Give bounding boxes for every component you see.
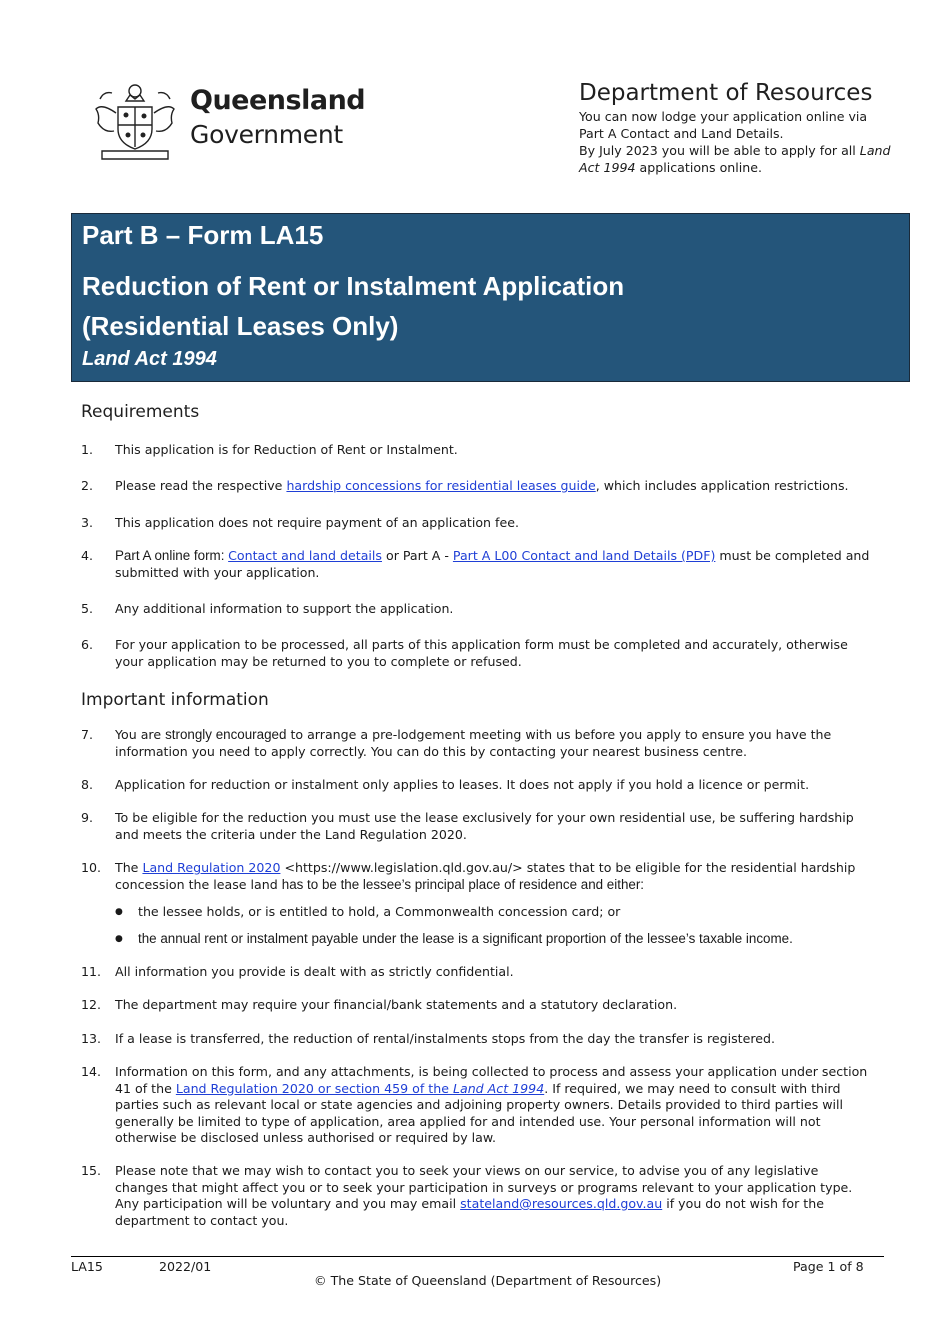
land-regulation-section-link[interactable]: Land Regulation 2020 or section 459 of the Land Act 1994 [175, 1080, 545, 1096]
list-item: 9. To be eligible for the reduction you must use the lease exclusively for your own residential use, be suffering hardship and meets the criteria under the Land Regulation 2020. [81, 810, 854, 842]
list-item: 1. This application is for Reduction of Rent or Instalment. [81, 442, 458, 457]
bullet-dot-icon: ● [115, 934, 123, 944]
list-item: 10. The Land Regulation 2020 <https://www.legislation.qld.gov.au/> states that to be eligible for the residential hardship concession the lease land has to be the lessee’s principal place of residence and either: [81, 860, 856, 892]
footer-copyright: © The State of Queensland (Department of Resources) [314, 1273, 662, 1288]
note-line: By July 2023 you will be able to apply for all Land Act 1994 applications online. [579, 143, 891, 175]
bullet-item: ● the lessee holds, or is entitled to hold, a Commonwealth concession card; or [115, 904, 621, 919]
logo-queensland-text: Queensland [190, 85, 366, 116]
form-title-line: Reduction of Rent or Instalment Application [82, 271, 625, 301]
list-item: 6. For your application to be processed, all parts of this application form must be completed and accurately, otherwise your application may be returned to you to complete or refused. [81, 637, 848, 669]
bullet-item: ● the annual rent or instalment payable under the lease is a significant proportion of the lessee’s taxable income. [115, 931, 793, 946]
department-block [579, 78, 909, 176]
list-item: 14. Information on this form, and any attachments, is being collected to process and assess your application under section 41 of the Land Regulation 2020 or section 459 of the Land Act 1994. If required, we may need to consult with third parties such as relevant local or state agencies and adjoining property owners. Details provided to third parties will generally be limited to type of application, area applied for and intended use. Your personal information will not otherwise be disclosed unless authorised or required by law. [81, 1064, 868, 1145]
note-line: You can now lodge your application online via [579, 109, 868, 124]
form-act: Land Act 1994 [82, 348, 217, 370]
footer-divider [71, 1256, 884, 1257]
land-regulation-link[interactable]: Land Regulation 2020 [142, 860, 281, 875]
logo-government-text: Government [190, 120, 343, 149]
stateland-email-link[interactable]: stateland@resources.qld.gov.au [460, 1196, 663, 1211]
coat-of-arms-icon [88, 77, 183, 165]
department-name: Department of Resources [579, 80, 873, 106]
list-item: 4. Part A online form: Contact and land details or Part A - Part A L00 Contact and land Details (PDF) must be completed and submitted with your application. [81, 548, 870, 580]
contact-land-details-link[interactable]: Contact and land details [228, 548, 382, 563]
footer-version: 2022/01 [159, 1259, 212, 1274]
list-item: 3. This application does not require payment of an application fee. [81, 515, 519, 530]
list-item: 13. If a lease is transferred, the reduction of rental/instalments stops from the day the transfer is registered. [81, 1031, 776, 1046]
list-item: 5. Any additional information to support the application. [81, 601, 454, 616]
footer-form-code: LA15 [71, 1259, 103, 1274]
part-a-pdf-link[interactable]: Part A L00 Contact and land Details (PDF) [452, 548, 716, 563]
bullet-dot-icon: ● [115, 907, 123, 917]
list-item: 12. The department may require your financial/bank statements and a statutory declaration. [81, 997, 678, 1012]
list-item: 7. You are strongly encouraged to arrange a pre-lodgement meeting with us before you apply to ensure you have the information you need to apply correctly. You can do this by contacting your nearest business centre. [81, 727, 832, 759]
online-lodgement-note [579, 108, 909, 176]
important-info-heading: Important information [81, 690, 269, 710]
note-line: Part A Contact and Land Details. [579, 126, 784, 141]
list-item: 11. All information you provide is dealt with as strictly confidential. [81, 964, 514, 979]
list-item: 2. Please read the respective hardship concessions for residential leases guide, which includes application restrictions. [81, 478, 849, 493]
requirements-heading: Requirements [81, 402, 200, 422]
form-part-label: Part B – Form LA15 [82, 220, 324, 250]
list-item: 15. Please note that we may wish to contact you to seek your views on our service, to advise you of any legislative changes that might affect you or to seek your participation in surveys or programs relevant to your application type. Any participation will be voluntary and you may email stateland@resources.qld.gov.au if you do not wish for the department to contact you. [81, 1163, 853, 1228]
queensland-government-logo [88, 77, 366, 165]
form-title-banner [71, 213, 910, 382]
list-item: 8. Application for reduction or instalment only applies to leases. It does not apply if you hold a licence or permit. [81, 777, 810, 792]
form-title-line: (Residential Leases Only) [82, 311, 399, 341]
form-title [82, 266, 899, 346]
act-name: Land Act 1994 [579, 143, 891, 175]
hardship-guide-link[interactable]: hardship concessions for residential leases guide [286, 478, 596, 493]
footer-page-number: Page 1 of 8 [793, 1259, 864, 1274]
